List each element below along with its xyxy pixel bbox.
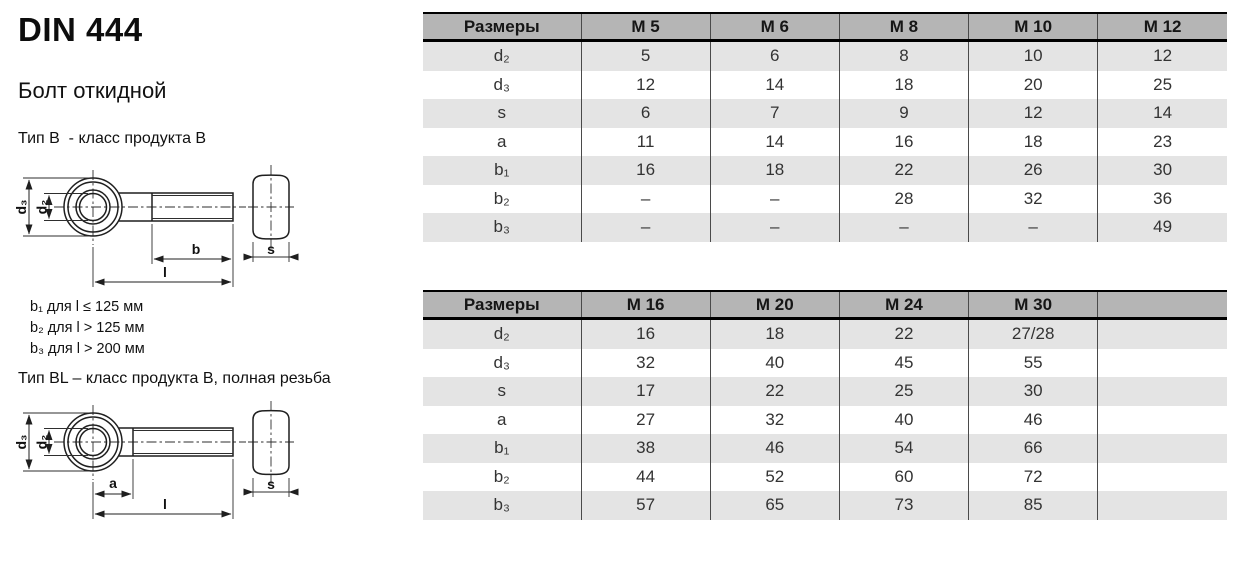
col-header-m10: M 10	[969, 13, 1098, 41]
dim-label-d2: d₂	[33, 434, 50, 450]
value-cell: 44	[581, 463, 710, 492]
value-cell: 30	[1098, 156, 1227, 185]
value-cell: –	[581, 185, 710, 214]
col-header-sizes: Размеры	[423, 13, 581, 41]
table-m5-m12	[423, 12, 1227, 242]
value-cell: 12	[1098, 41, 1227, 71]
col-header-m12: M 12	[1098, 13, 1227, 41]
col-header-m24: M 24	[839, 291, 968, 319]
value-cell: 46	[969, 406, 1098, 435]
row-label: d₂	[423, 41, 581, 71]
value-cell: 11	[581, 128, 710, 157]
value-cell: –	[839, 213, 968, 242]
note-b3: b₃ для l > 200 мм	[30, 341, 145, 357]
col-header-m6: M 6	[710, 13, 839, 41]
value-cell: 32	[969, 185, 1098, 214]
value-cell: 30	[969, 377, 1098, 406]
value-cell: 49	[1098, 213, 1227, 242]
value-cell: 22	[839, 319, 968, 349]
value-cell: 85	[969, 491, 1098, 520]
thread-length-notes	[30, 297, 145, 360]
value-cell: 18	[710, 319, 839, 349]
dim-label-s: s	[267, 476, 275, 492]
value-cell: 66	[969, 434, 1098, 463]
value-cell: 10	[969, 41, 1098, 71]
value-cell: 72	[969, 463, 1098, 492]
value-cell	[1098, 406, 1227, 435]
table-row	[423, 185, 1227, 214]
table-row	[423, 41, 1227, 71]
table-row	[423, 71, 1227, 100]
value-cell	[1098, 319, 1227, 349]
type-b-drawing	[8, 151, 308, 291]
value-cell	[1098, 491, 1227, 520]
value-cell: 7	[710, 99, 839, 128]
value-cell: –	[969, 213, 1098, 242]
table-m16-m30	[423, 290, 1227, 520]
table-header-row	[423, 291, 1227, 319]
row-label: a	[497, 131, 507, 151]
value-cell: 6	[581, 99, 710, 128]
value-cell: 45	[839, 349, 968, 378]
col-header-empty	[1098, 291, 1227, 319]
product-name: Болт откидной	[18, 78, 167, 103]
row-label: b₁	[423, 156, 581, 185]
row-label: b₁	[423, 434, 581, 463]
note-b1: b₁ для l ≤ 125 мм	[30, 299, 144, 315]
row-label: d₃	[493, 74, 510, 94]
value-cell: 6	[710, 41, 839, 71]
value-cell: 65	[710, 491, 839, 520]
row-label: b₂	[493, 466, 510, 486]
dim-label-l: l	[163, 496, 167, 512]
table-row	[423, 156, 1227, 185]
row-label: b₃	[423, 213, 581, 242]
dimensions	[13, 178, 298, 287]
table-row	[423, 319, 1227, 349]
table-row	[423, 377, 1227, 406]
value-cell: 17	[581, 377, 710, 406]
value-cell: 27	[581, 406, 710, 435]
value-cell: 22	[710, 377, 839, 406]
value-cell	[1098, 434, 1227, 463]
value-cell: 8	[839, 41, 968, 71]
value-cell: 20	[969, 71, 1098, 100]
table-row	[423, 213, 1227, 242]
dim-label-l: l	[163, 264, 167, 280]
value-cell: 5	[581, 41, 710, 71]
value-cell: 25	[839, 377, 968, 406]
value-cell: 16	[839, 128, 968, 157]
col-header-m30: M 30	[969, 291, 1098, 319]
page-title: DIN 444	[18, 11, 143, 48]
dim-label-b: b	[191, 241, 201, 257]
value-cell: 25	[1098, 71, 1227, 100]
value-cell: 32	[581, 349, 710, 378]
dim-label-d2: d₂	[33, 199, 50, 215]
col-header-sizes: Размеры	[423, 291, 581, 319]
value-cell: 54	[839, 434, 968, 463]
row-label: s	[423, 377, 581, 406]
value-cell: 40	[839, 406, 968, 435]
dim-label-d3: d₃	[13, 434, 29, 450]
table-row	[423, 463, 1227, 492]
value-cell: 38	[581, 434, 710, 463]
row-label: b₃	[423, 491, 581, 520]
table-row	[423, 128, 1227, 157]
row-label: a	[497, 409, 507, 429]
value-cell: 14	[710, 71, 839, 100]
row-label: d₃	[493, 352, 510, 372]
table-header-row	[423, 13, 1227, 41]
value-cell: 12	[581, 71, 710, 100]
value-cell: 18	[969, 128, 1098, 157]
value-cell: 16	[581, 319, 710, 349]
value-cell: 14	[1098, 99, 1227, 128]
table-row	[423, 491, 1227, 520]
value-cell: 52	[710, 463, 839, 492]
note-b2: b₂ для l > 125 мм	[30, 320, 145, 336]
value-cell: 32	[710, 406, 839, 435]
table-row	[423, 434, 1227, 463]
value-cell: 27/28	[969, 319, 1098, 349]
value-cell: 46	[710, 434, 839, 463]
table-row	[423, 406, 1227, 435]
value-cell: 23	[1098, 128, 1227, 157]
dim-label-a: a	[109, 475, 117, 491]
value-cell	[1098, 377, 1227, 406]
value-cell: 73	[839, 491, 968, 520]
value-cell: 26	[969, 156, 1098, 185]
value-cell: 55	[969, 349, 1098, 378]
dimensions	[13, 413, 298, 519]
value-cell: 57	[581, 491, 710, 520]
col-header-m16: M 16	[581, 291, 710, 319]
value-cell: 14	[710, 128, 839, 157]
value-cell	[1098, 349, 1227, 378]
value-cell: 12	[969, 99, 1098, 128]
value-cell: 9	[839, 99, 968, 128]
dim-label-d3: d₃	[13, 199, 29, 215]
table-row	[423, 99, 1227, 128]
table-row	[423, 349, 1227, 378]
row-label: b₂	[493, 188, 510, 208]
row-label: d₂	[423, 319, 581, 349]
col-header-m5: M 5	[581, 13, 710, 41]
type-bl-label: Тип BL – класс продукта B, полная резьба	[18, 370, 331, 387]
value-cell: 28	[839, 185, 968, 214]
col-header-m20: M 20	[710, 291, 839, 319]
value-cell: –	[581, 213, 710, 242]
value-cell: 36	[1098, 185, 1227, 214]
type-b-label: Тип B - класс продукта B	[18, 130, 207, 147]
value-cell: 40	[710, 349, 839, 378]
row-label: s	[423, 99, 581, 128]
value-cell: 22	[839, 156, 968, 185]
dim-label-s: s	[267, 241, 275, 257]
value-cell: 16	[581, 156, 710, 185]
value-cell: –	[710, 213, 839, 242]
type-bl-drawing	[8, 397, 308, 537]
value-cell: 18	[710, 156, 839, 185]
value-cell: 18	[839, 71, 968, 100]
value-cell: –	[710, 185, 839, 214]
col-header-m8: M 8	[839, 13, 968, 41]
value-cell: 60	[839, 463, 968, 492]
value-cell	[1098, 463, 1227, 492]
